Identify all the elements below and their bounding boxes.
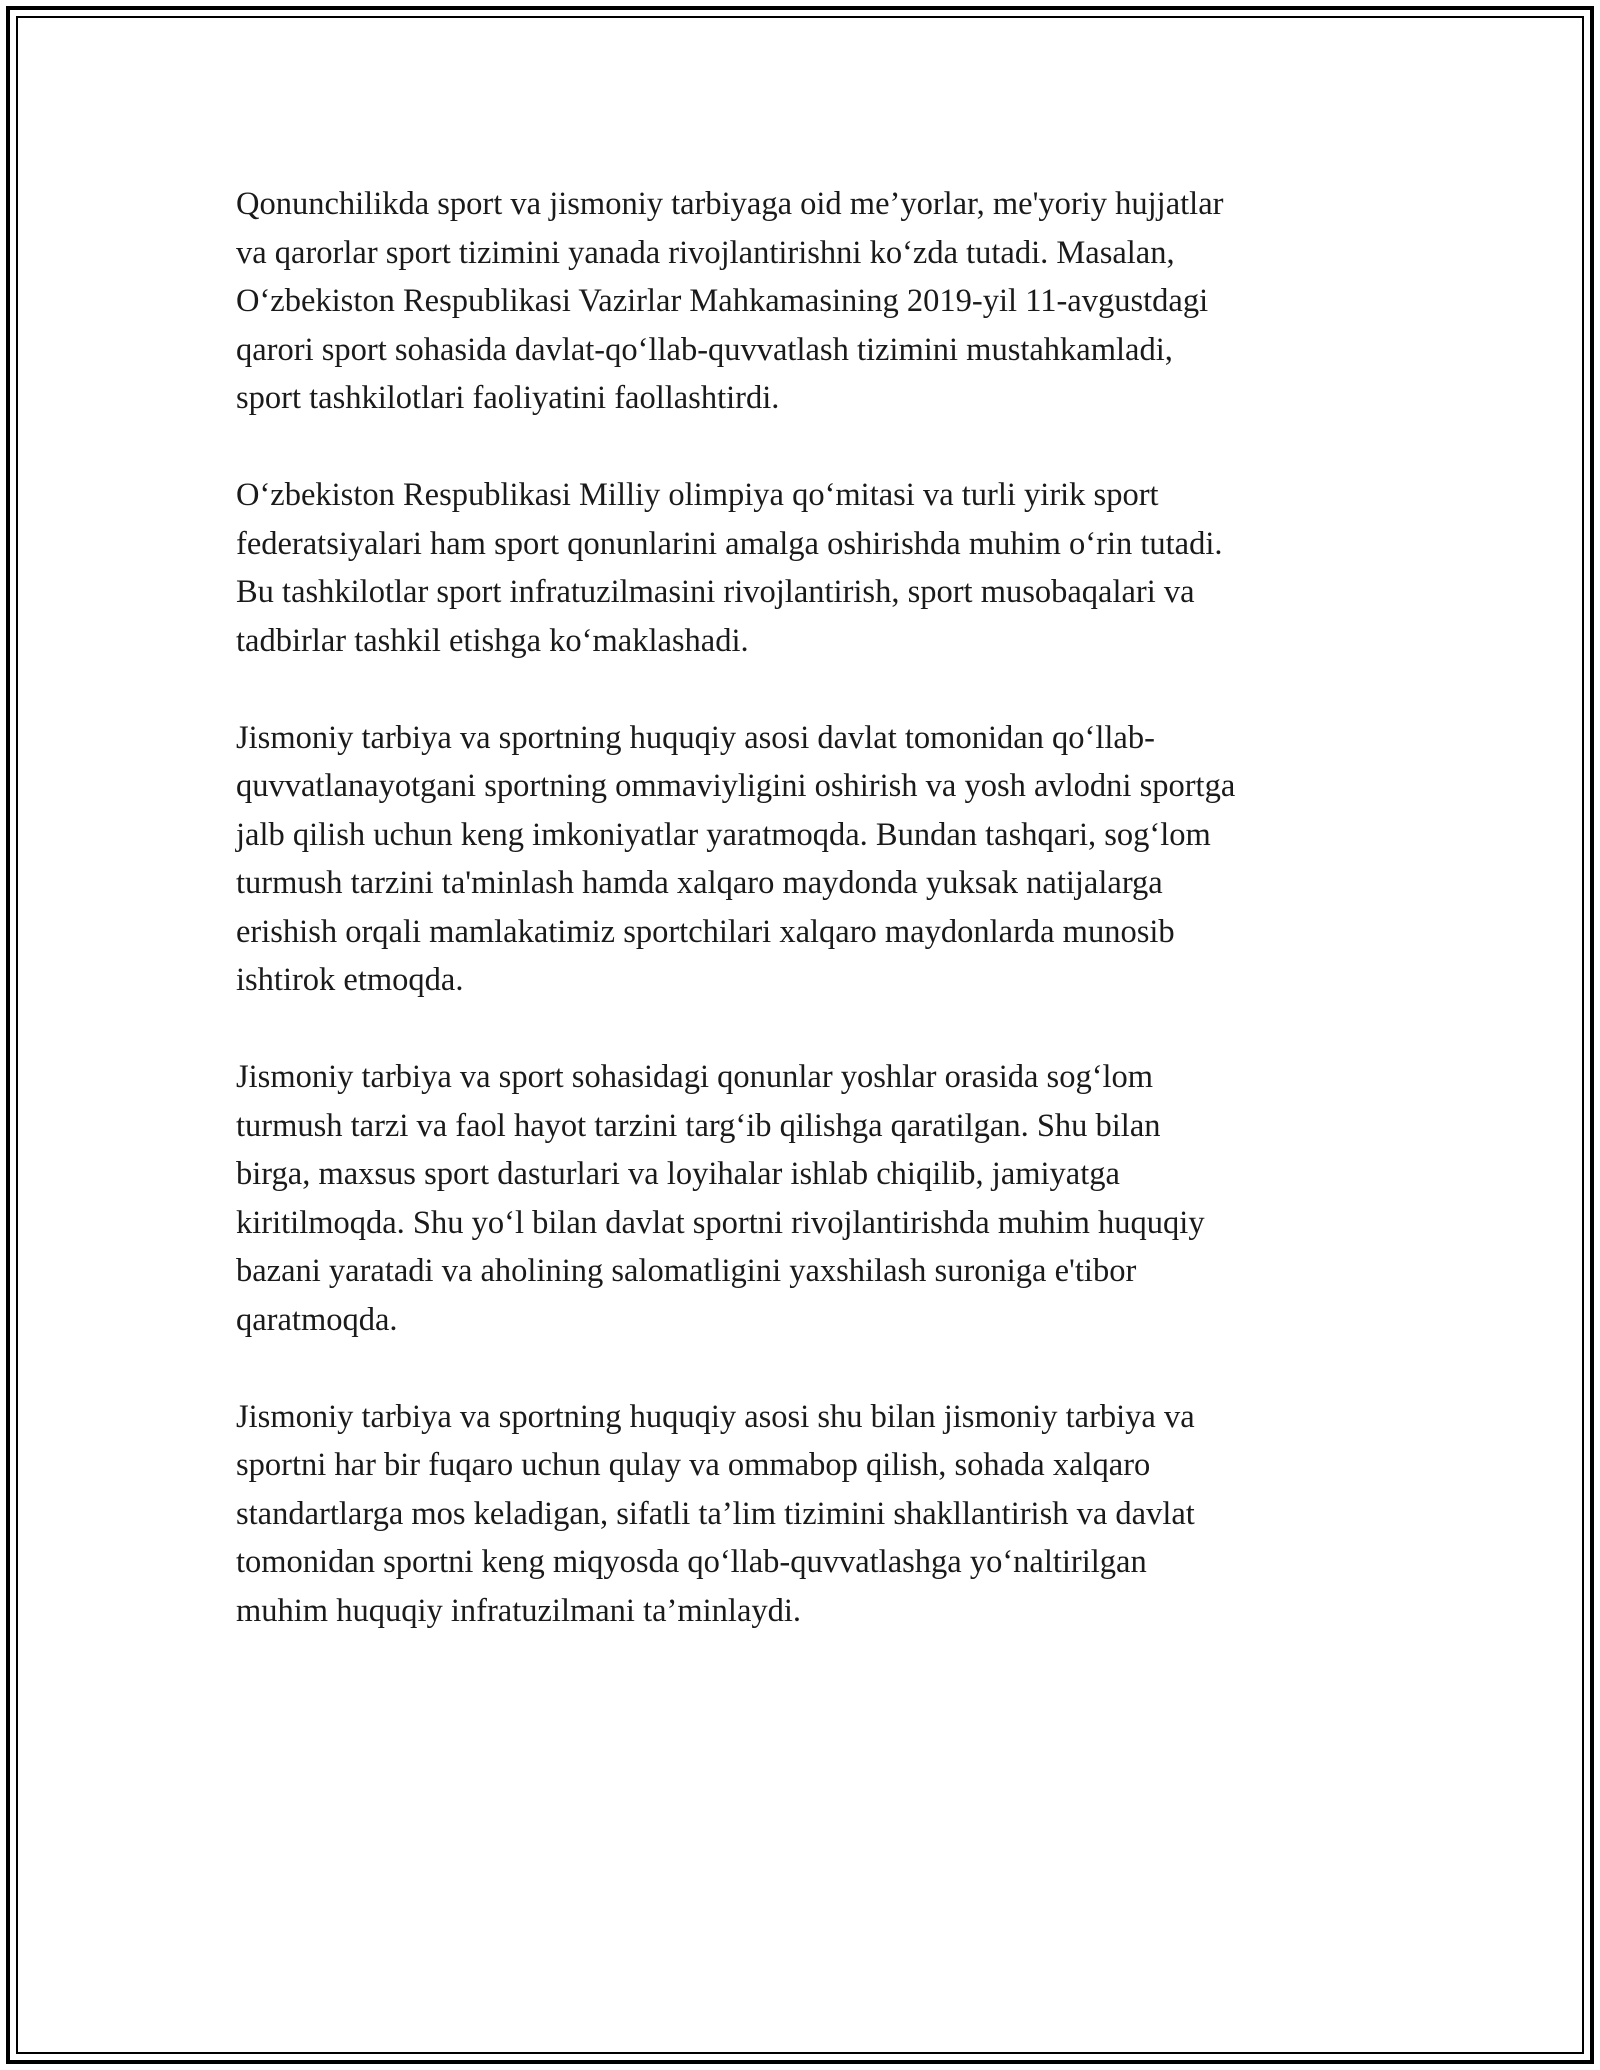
text-line: Bu tashkilotlar sport infratuzilmasini rivojlantirish, sport musobaqalari va [236, 574, 1195, 610]
text-line: ishtirok etmoqda. [236, 962, 464, 998]
text-line: tomonidan sportni keng miqyosda qo‘llab-quvvatlashga yo‘naltirilgan [236, 1544, 1147, 1580]
paragraph-4 [236, 1053, 1416, 1344]
text-line: standartlarga mos keladigan, sifatli ta’lim tizimini shakllantirish va davlat [236, 1495, 1195, 1532]
text-line: jalb qilish uchun keng imkoniyatlar yaratmoqda. Bundan tashqari, sog‘lom [236, 816, 1211, 853]
text-line: Jismoniy tarbiya va sport sohasidagi qonunlar yoshlar orasida sog‘lom [236, 1059, 1154, 1095]
text-line: birga, maxsus sport dasturlari va loyihalar ishlab chiqilib, jamiyatga [236, 1156, 1120, 1192]
text-line: kiritilmoqda. Shu yo‘l bilan davlat sportni rivojlantirishda muhim huquqiy [236, 1204, 1205, 1241]
text-line: tadbirlar tashkil etishga ko‘maklashadi. [236, 622, 749, 659]
text-line: bazani yaratadi va aholining salomatligini yaxshilash suroniga e'tibor [236, 1253, 1137, 1289]
text-line: Jismoniy tarbiya va sportning huquqiy asosi shu bilan jismoniy tarbiya va [236, 1398, 1195, 1435]
text-line: Jismoniy tarbiya va sportning huquqiy asosi davlat tomonidan qo‘llab- [236, 719, 1155, 756]
paragraph-1 [236, 180, 1416, 423]
paragraph-5 [236, 1393, 1416, 1636]
text-line: qaratmoqda. [236, 1301, 398, 1338]
text-line: muhim huquqiy infratuzilmani ta’minlaydi. [236, 1592, 802, 1629]
text-line: erishish orqali mamlakatimiz sportchilari xalqaro maydonlarda munosib [236, 913, 1175, 950]
paragraph-2 [236, 471, 1416, 665]
text-line: federatsiyalari ham sport qonunlarini amalga oshirishda muhim o‘rin tutadi. [236, 525, 1223, 562]
text-line: sport tashkilotlari faoliyatini faollashtirdi. [236, 380, 780, 416]
text-line: qarori sport sohasida davlat-qo‘llab-quvvatlash tizimini mustahkamladi, [236, 331, 1173, 368]
document-body [236, 180, 1416, 1684]
text-line: O‘zbekiston Respublikasi Vazirlar Mahkamasining 2019-yil 11-avgustdagi [236, 283, 1209, 319]
text-line: Qonunchilikda sport va jismoniy tarbiyaga oid me’yorlar, me'yoriy hujjatlar [236, 186, 1224, 222]
text-line: va qarorlar sport tizimini yanada rivojlantirishni ko‘zda tutadi. Masalan, [236, 234, 1175, 271]
text-line: turmush tarzi va faol hayot tarzini targ‘ib qilishga qaratilgan. Shu bilan [236, 1107, 1161, 1144]
text-line: quvvatlanayotgani sportning ommaviyligini oshirish va yosh avlodni sportga [236, 768, 1236, 804]
text-line: O‘zbekiston Respublikasi Milliy olimpiya qo‘mitasi va turli yirik sport [236, 477, 1159, 513]
paragraph-3 [236, 714, 1416, 1005]
text-line: turmush tarzini ta'minlash hamda xalqaro maydonda yuksak natijalarga [236, 865, 1163, 901]
text-line: sportni har bir fuqaro uchun qulay va ommabop qilish, sohada xalqaro [236, 1447, 1151, 1483]
